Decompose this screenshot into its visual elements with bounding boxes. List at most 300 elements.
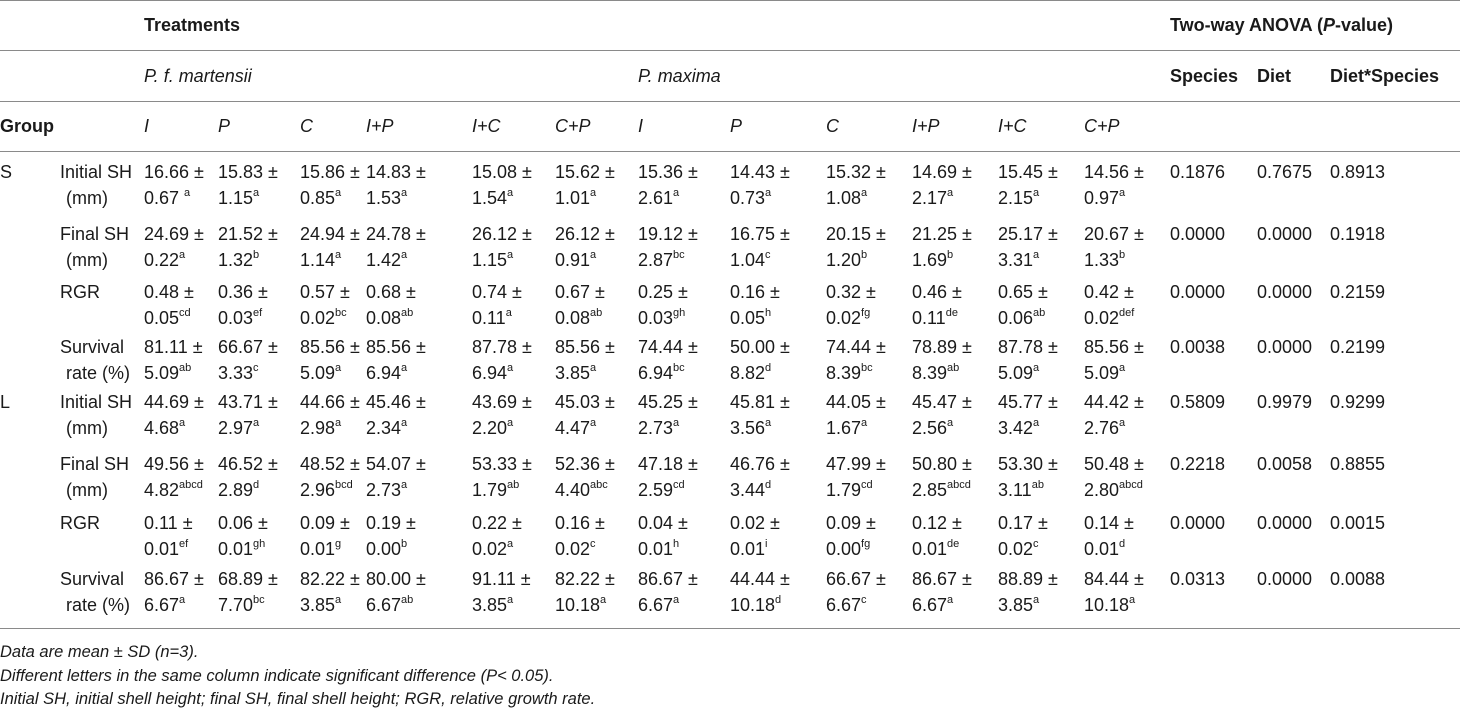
cell-sd [730, 592, 781, 618]
cell-mean: 20.67 ± [1084, 224, 1144, 244]
p-value: 0.1918 [1330, 224, 1386, 244]
cell-letters: a [401, 479, 408, 491]
cell-letters: a [765, 187, 772, 199]
cell-sd-value: 8.39 [912, 363, 948, 383]
cell-mean: 82.22 ± [555, 569, 615, 589]
cell-sd [144, 185, 190, 211]
row-label: Survival [60, 569, 125, 589]
cell-sd [300, 592, 341, 618]
cell-sd-value: 2.34 [366, 418, 402, 438]
cell-mean: 87.78 ± [472, 337, 532, 357]
cell-mean: 47.99 ± [826, 454, 886, 474]
cell-letters: b [1119, 249, 1126, 261]
cell-mean: 80.00 ± [366, 569, 426, 589]
cell-mean: 0.65 ± [998, 282, 1048, 302]
cell-letters: a [673, 417, 680, 429]
cell-letters: de [945, 307, 958, 319]
cell-mean: 15.45 ± [998, 162, 1058, 182]
cell-mean: 16.75 ± [730, 224, 790, 244]
cell-mean: 0.32 ± [826, 282, 876, 302]
cell-mean: 0.06 ± [218, 513, 268, 533]
cell-sd [1084, 305, 1134, 331]
cell-sd-value: 0.97 [1084, 188, 1120, 208]
p-value: 0.0000 [1170, 513, 1226, 533]
cell-letters: de [947, 538, 960, 550]
header-diet: C [826, 116, 839, 136]
cell-sd [638, 415, 679, 441]
cell-letters: a [179, 417, 186, 429]
cell-sd [144, 305, 191, 331]
cell-mean: 15.32 ± [826, 162, 886, 182]
cell-sd [730, 305, 771, 331]
cell-sd [638, 185, 679, 211]
cell-sd-value: 3.85 [300, 595, 336, 615]
cell-sd-value: 2.59 [638, 480, 674, 500]
cell-sd-value: 5.09 [1084, 363, 1120, 383]
p-value: 0.8913 [1330, 162, 1386, 182]
cell-sd [218, 360, 259, 386]
cell-mean: 24.94 ± [300, 224, 360, 244]
row-label: Initial SH [60, 392, 133, 412]
cell-sd [912, 415, 953, 441]
cell-sd-value: 0.73 [730, 188, 766, 208]
cell-letters: ab [401, 594, 414, 606]
cell-sd [912, 185, 953, 211]
p-value: 0.7675 [1257, 162, 1313, 182]
cell-mean: 14.83 ± [366, 162, 426, 182]
cell-sd [144, 477, 203, 503]
row-label: RGR [60, 513, 100, 533]
cell-sd-value: 8.39 [826, 363, 862, 383]
cell-letters: ab [590, 307, 603, 319]
cell-letters: c [861, 594, 867, 606]
cell-sd-value: 0.02 [1084, 308, 1120, 328]
cell-sd-value: 0.11 [472, 308, 506, 328]
cell-sd [144, 592, 185, 618]
cell-sd-value: 1.67 [826, 418, 862, 438]
cell-sd [300, 536, 341, 562]
cell-mean: 91.11 ± [472, 569, 531, 589]
cell-mean: 0.46 ± [912, 282, 962, 302]
cell-sd [472, 592, 513, 618]
cell-mean: 0.36 ± [218, 282, 268, 302]
header-species-1: P. f. martensii [144, 66, 252, 86]
cell-mean: 54.07 ± [366, 454, 426, 474]
cell-sd [638, 305, 685, 331]
cell-mean: 0.48 ± [144, 282, 194, 302]
cell-mean: 50.80 ± [912, 454, 972, 474]
row-label-unit: (mm) [66, 480, 108, 500]
cell-mean: 15.83 ± [218, 162, 278, 182]
cell-letters: a [335, 417, 342, 429]
cell-sd-value: 0.03 [218, 308, 254, 328]
cell-sd-value: 6.94 [366, 363, 402, 383]
header-anova: Two-way ANOVA (P-value) [1170, 15, 1394, 35]
cell-letters: a [1119, 417, 1126, 429]
cell-sd-value: 2.96 [300, 480, 336, 500]
p-value: 0.2159 [1330, 282, 1386, 302]
cell-mean: 0.02 ± [730, 513, 780, 533]
cell-letters: a [1033, 249, 1040, 261]
cell-letters: cd [861, 479, 873, 491]
cell-mean: 25.17 ± [998, 224, 1058, 244]
cell-mean: 14.69 ± [912, 162, 972, 182]
cell-sd-value: 3.42 [998, 418, 1034, 438]
cell-letters: a [765, 417, 772, 429]
cell-sd-value: 6.94 [472, 363, 508, 383]
cell-letters: a [335, 249, 342, 261]
cell-mean: 0.04 ± [638, 513, 688, 533]
cell-letters: a [507, 594, 514, 606]
p-value: 0.8855 [1330, 454, 1386, 474]
cell-sd [366, 305, 413, 331]
cell-letters: ab [401, 307, 414, 319]
row-label: Survival [60, 337, 125, 357]
cell-sd [826, 592, 867, 618]
cell-sd-value: 1.04 [730, 250, 766, 270]
p-value: 0.0015 [1330, 513, 1386, 533]
cell-sd-value: 1.14 [300, 250, 336, 270]
cell-letters: abcd [1119, 479, 1143, 491]
cell-mean: 16.66 ± [144, 162, 204, 182]
row-label: Final SH [60, 454, 130, 474]
cell-mean: 53.30 ± [998, 454, 1058, 474]
cell-mean: 24.69 ± [144, 224, 204, 244]
cell-sd-value: 2.73 [366, 480, 402, 500]
cell-letters: a [179, 249, 186, 261]
cell-mean: 45.47 ± [912, 392, 972, 412]
cell-letters: d [775, 594, 782, 606]
cell-sd [912, 247, 953, 273]
cell-sd [555, 592, 606, 618]
cell-mean: 86.67 ± [912, 569, 972, 589]
cell-letters: fg [861, 538, 871, 550]
cell-mean: 44.69 ± [144, 392, 204, 412]
cell-sd-value: 3.85 [472, 595, 508, 615]
cell-sd-value: 0.03 [638, 308, 674, 328]
cell-letters: a [1033, 187, 1040, 199]
cell-sd-value: 0.05 [730, 308, 766, 328]
cell-sd [826, 477, 873, 503]
cell-mean: 68.89 ± [218, 569, 278, 589]
cell-sd [300, 247, 341, 273]
cell-sd-value: 3.31 [998, 250, 1034, 270]
cell-mean: 45.81 ± [730, 392, 790, 412]
p-value: 0.0000 [1257, 569, 1313, 589]
cell-sd [366, 477, 407, 503]
cell-sd-value: 1.32 [218, 250, 254, 270]
cell-sd [998, 477, 1044, 503]
header-diet: I+P [912, 116, 940, 136]
cell-letters: b [253, 249, 260, 261]
cell-sd [1084, 360, 1125, 386]
cell-sd-value: 6.94 [638, 363, 674, 383]
cell-sd [638, 360, 685, 386]
cell-letters: bc [253, 594, 265, 606]
cell-mean: 43.69 ± [472, 392, 532, 412]
cell-sd [730, 185, 771, 211]
cell-letters: a [1033, 362, 1040, 374]
row-label: RGR [60, 282, 100, 302]
cell-mean: 21.25 ± [912, 224, 972, 244]
cell-sd-value: 4.68 [144, 418, 180, 438]
cell-sd [998, 592, 1039, 618]
cell-mean: 50.00 ± [730, 337, 790, 357]
cell-mean: 85.56 ± [366, 337, 426, 357]
cell-mean: 46.76 ± [730, 454, 790, 474]
cell-sd-value: 1.79 [472, 480, 508, 500]
cell-sd [998, 360, 1039, 386]
header-treatments: Treatments [144, 15, 241, 35]
row-label-unit: rate (%) [66, 595, 131, 615]
cell-mean: 53.33 ± [472, 454, 532, 474]
cell-mean: 49.56 ± [144, 454, 204, 474]
cell-letters: a [335, 594, 342, 606]
cell-sd [555, 360, 596, 386]
cell-sd-value: 1.33 [1084, 250, 1120, 270]
cell-sd [144, 536, 188, 562]
cell-letters: gh [253, 538, 266, 550]
cell-sd [366, 185, 407, 211]
cell-mean: 45.46 ± [366, 392, 426, 412]
cell-sd-value: 0.02 [472, 539, 508, 559]
p-value: 0.0038 [1170, 337, 1226, 357]
cell-letters: bc [673, 249, 685, 261]
cell-mean: 85.56 ± [1084, 337, 1144, 357]
cell-sd-value: 3.56 [730, 418, 766, 438]
cell-letters: d [1119, 538, 1126, 550]
cell-mean: 15.36 ± [638, 162, 698, 182]
cell-letters: a [673, 594, 680, 606]
cell-sd [472, 477, 519, 503]
cell-sd [218, 592, 265, 618]
cell-letters: bc [861, 362, 873, 374]
cell-letters: a [253, 187, 260, 199]
cell-letters: c [765, 249, 771, 261]
cell-mean: 74.44 ± [638, 337, 698, 357]
rule-top [0, 0, 1460, 1]
cell-sd [300, 477, 353, 503]
cell-letters: a [507, 187, 514, 199]
cell-sd [366, 247, 407, 273]
cell-sd-value: 6.67 [912, 595, 948, 615]
cell-sd-value: 4.82 [144, 480, 180, 500]
cell-sd [366, 536, 407, 562]
cell-sd [730, 360, 771, 386]
cell-mean: 48.52 ± [300, 454, 360, 474]
cell-mean: 86.67 ± [144, 569, 204, 589]
header-diet: C+P [555, 116, 591, 136]
cell-sd [1084, 536, 1125, 562]
cell-sd [218, 415, 259, 441]
row-label: Initial SH [60, 162, 133, 182]
cell-sd-value: 3.11 [998, 480, 1032, 500]
cell-sd [300, 415, 341, 441]
cell-sd [826, 247, 867, 273]
cell-mean: 26.12 ± [472, 224, 532, 244]
cell-mean: 0.42 ± [1084, 282, 1134, 302]
cell-letters: ab [1033, 307, 1046, 319]
header-diet: I+C [472, 116, 501, 136]
cell-letters: bc [335, 307, 347, 319]
cell-mean: 85.56 ± [300, 337, 360, 357]
cell-sd [998, 247, 1039, 273]
cell-letters: d [253, 479, 260, 491]
cell-letters: fg [861, 307, 871, 319]
cell-mean: 44.44 ± [730, 569, 790, 589]
cell-letters: a [507, 362, 514, 374]
cell-mean: 15.62 ± [555, 162, 615, 182]
cell-sd [912, 592, 953, 618]
cell-mean: 45.03 ± [555, 392, 615, 412]
cell-sd-value: 0.11 [912, 308, 946, 328]
cell-sd [472, 185, 513, 211]
cell-mean: 14.56 ± [1084, 162, 1144, 182]
cell-sd [998, 305, 1045, 331]
cell-sd [366, 592, 413, 618]
cell-sd-value: 10.18 [555, 595, 601, 615]
cell-mean: 50.48 ± [1084, 454, 1144, 474]
cell-sd [826, 305, 870, 331]
cell-sd-value: 1.15 [472, 250, 508, 270]
cell-sd-value: 5.09 [300, 363, 336, 383]
cell-letters: a [1119, 187, 1126, 199]
cell-letters: a [1129, 594, 1136, 606]
p-value: 0.0000 [1257, 282, 1313, 302]
cell-sd-value: 0.01 [300, 539, 336, 559]
cell-sd-value: 0.01 [730, 539, 766, 559]
cell-letters: abcd [947, 479, 971, 491]
cell-mean: 78.89 ± [912, 337, 972, 357]
header-anova-species: Species [1170, 66, 1239, 86]
cell-sd [826, 536, 870, 562]
cell-sd-value: 3.85 [998, 595, 1034, 615]
cell-letters: a [673, 187, 680, 199]
cell-mean: 0.11 ± [144, 513, 193, 533]
cell-mean: 19.12 ± [638, 224, 698, 244]
cell-sd [555, 247, 596, 273]
cell-mean: 0.16 ± [555, 513, 605, 533]
cell-letters: a [507, 417, 514, 429]
cell-sd-value: 3.85 [555, 363, 591, 383]
cell-letters: a [1119, 362, 1126, 374]
cell-letters: a [401, 362, 408, 374]
cell-mean: 85.56 ± [555, 337, 615, 357]
cell-sd-value: 2.15 [998, 188, 1034, 208]
cell-letters: bcd [335, 479, 353, 491]
cell-mean: 0.12 ± [912, 513, 962, 533]
cell-sd [472, 247, 513, 273]
cell-sd [638, 477, 685, 503]
cell-mean: 20.15 ± [826, 224, 886, 244]
cell-letters: a [184, 187, 191, 199]
cell-sd [638, 592, 679, 618]
cell-sd-value: 6.67 [366, 595, 402, 615]
group-label: L [0, 392, 11, 412]
cell-sd-value: 6.67 [144, 595, 180, 615]
cell-sd-value: 0.91 [555, 250, 591, 270]
cell-mean: 0.57 ± [300, 282, 350, 302]
cell-mean: 66.67 ± [826, 569, 886, 589]
cell-sd [1084, 415, 1125, 441]
cell-sd [300, 305, 347, 331]
cell-letters: b [401, 538, 408, 550]
cell-letters: a [590, 187, 597, 199]
cell-letters: a [401, 249, 408, 261]
cell-sd [472, 360, 513, 386]
group-label: S [0, 162, 13, 182]
cell-sd-value: 1.20 [826, 250, 862, 270]
cell-sd [1084, 592, 1135, 618]
cell-letters: a [947, 594, 954, 606]
cell-mean: 0.22 ± [472, 513, 522, 533]
p-value: 0.0000 [1257, 224, 1313, 244]
rule-2 [0, 101, 1460, 102]
cell-sd-value: 5.09 [144, 363, 180, 383]
cell-letters: a [179, 594, 186, 606]
cell-letters: ef [179, 538, 189, 550]
p-value: 0.9979 [1257, 392, 1313, 412]
cell-sd [218, 247, 259, 273]
cell-sd [218, 185, 259, 211]
cell-mean: 0.16 ± [730, 282, 780, 302]
p-value: 0.0000 [1257, 337, 1313, 357]
cell-letters: i [765, 538, 768, 550]
cell-sd [1084, 477, 1143, 503]
cell-mean: 14.43 ± [730, 162, 790, 182]
cell-sd-value: 0.67 [144, 188, 185, 208]
cell-letters: ab [947, 362, 960, 374]
cell-sd-value: 1.79 [826, 480, 862, 500]
cell-mean: 43.71 ± [218, 392, 278, 412]
cell-sd [218, 305, 262, 331]
cell-sd-value: 2.56 [912, 418, 948, 438]
cell-sd-value: 2.61 [638, 188, 674, 208]
header-anova-diet: Diet [1257, 66, 1292, 86]
cell-sd-value: 0.02 [826, 308, 862, 328]
cell-sd [998, 536, 1039, 562]
cell-mean: 24.78 ± [366, 224, 426, 244]
cell-sd-value: 1.01 [555, 188, 591, 208]
cell-mean: 0.17 ± [998, 513, 1048, 533]
cell-letters: a [861, 187, 868, 199]
cell-sd [555, 185, 596, 211]
cell-letters: abcd [179, 479, 203, 491]
cell-letters: a [1033, 594, 1040, 606]
p-value: 0.0000 [1170, 224, 1226, 244]
header-diet: I [144, 116, 150, 136]
cell-sd-value: 1.15 [218, 188, 254, 208]
cell-mean: 87.78 ± [998, 337, 1058, 357]
cell-sd-value: 1.54 [472, 188, 508, 208]
cell-mean: 0.25 ± [638, 282, 688, 302]
cell-sd-value: 7.70 [218, 595, 254, 615]
cell-sd-value: 2.20 [472, 418, 508, 438]
cell-sd-value: 6.67 [638, 595, 674, 615]
header-diet: I [638, 116, 644, 136]
cell-sd [366, 415, 407, 441]
cell-mean: 0.68 ± [366, 282, 416, 302]
cell-mean: 47.18 ± [638, 454, 698, 474]
cell-sd [998, 415, 1039, 441]
cell-mean: 52.36 ± [555, 454, 615, 474]
p-value: 0.1876 [1170, 162, 1226, 182]
cell-sd [826, 360, 873, 386]
cell-sd-value: 0.00 [826, 539, 862, 559]
row-label-unit: (mm) [66, 418, 108, 438]
cell-letters: a [947, 187, 954, 199]
p-value: 0.0000 [1170, 282, 1226, 302]
